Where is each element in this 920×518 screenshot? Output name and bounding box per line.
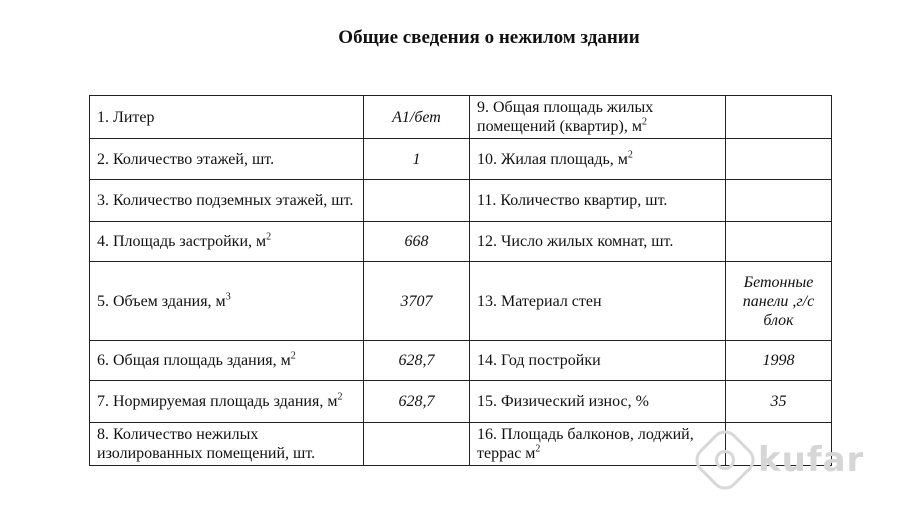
cell-label: 3. Количество подземных этажей, шт.	[97, 192, 354, 209]
left-value-cell	[364, 341, 470, 381]
left-label-cell	[90, 341, 364, 381]
right-label-cell	[470, 423, 726, 466]
unit-superscript: 3	[225, 291, 231, 303]
cell-label: 13. Материал стен	[477, 292, 602, 310]
left-label-cell	[90, 96, 364, 139]
building-info-table	[89, 95, 832, 466]
table-row	[90, 180, 832, 222]
watermark-text: kufar	[758, 440, 865, 480]
left-value-cell	[364, 180, 470, 222]
left-label-cell	[90, 139, 364, 180]
cell-label: 6. Общая площадь здания, м	[97, 352, 291, 369]
right-label-cell	[470, 262, 726, 341]
cell-label: 11. Количество квартир, шт.	[477, 192, 668, 209]
cell-value: 668	[404, 233, 429, 250]
cell-value: Бетонные панели ,г/с блок	[742, 273, 815, 329]
right-value-cell	[726, 180, 832, 222]
right-value-cell	[726, 96, 832, 139]
unit-superscript: 2	[627, 149, 633, 161]
unit-superscript: 2	[535, 443, 541, 455]
right-label-cell	[470, 341, 726, 381]
cell-label: 1. Литер	[97, 108, 155, 126]
table-row	[90, 96, 832, 139]
left-value-cell	[364, 222, 470, 262]
left-value-cell	[364, 262, 470, 341]
kufar-watermark	[700, 432, 900, 488]
right-label-cell	[470, 96, 726, 139]
unit-superscript: 2	[290, 350, 296, 362]
cell-value: 628,7	[398, 352, 435, 369]
right-value-cell	[726, 381, 832, 423]
cell-label: 2. Количество этажей, шт.	[97, 150, 275, 168]
cell-label: 8. Количество нежилых изолированных помещений, шт.	[97, 426, 316, 462]
left-value-cell	[364, 96, 470, 139]
cell-label: 5. Объем здания, м	[97, 292, 226, 310]
table-row	[90, 222, 832, 262]
left-value-cell	[364, 139, 470, 180]
left-value-cell	[364, 423, 470, 466]
right-value-cell	[726, 262, 832, 341]
unit-superscript: 2	[337, 391, 343, 403]
left-label-cell	[90, 381, 364, 423]
cell-label: 9. Общая площадь жилых помещений (квартир), м	[477, 99, 654, 135]
document-title: Общие сведения о нежилом здании	[338, 27, 640, 48]
cell-label: 12. Число жилых комнат, шт.	[477, 233, 674, 250]
left-label-cell	[90, 222, 364, 262]
left-label-cell	[90, 423, 364, 466]
table-row	[90, 341, 832, 381]
right-value-cell	[726, 139, 832, 180]
cell-value: 3707	[400, 292, 433, 310]
table-row	[90, 381, 832, 423]
cell-value: 35	[770, 393, 787, 410]
left-label-cell	[90, 262, 364, 341]
cell-label: 14. Год постройки	[477, 352, 601, 369]
cell-label: 7. Нормируемая площадь здания, м	[97, 393, 338, 410]
right-label-cell	[470, 180, 726, 222]
right-value-cell	[726, 341, 832, 381]
kufar-logo-icon	[690, 425, 761, 496]
unit-superscript: 2	[641, 116, 647, 128]
right-label-cell	[470, 381, 726, 423]
cell-label: 4. Площадь застройки, м	[97, 233, 267, 250]
right-label-cell	[470, 139, 726, 180]
right-label-cell	[470, 222, 726, 262]
cell-value: 1998	[762, 352, 795, 369]
cell-value: А1/бет	[392, 108, 441, 126]
cell-value: 628,7	[398, 393, 435, 410]
left-value-cell	[364, 381, 470, 423]
cell-label: 16. Площадь балконов, лоджий, террас м	[477, 426, 694, 462]
table-row	[90, 139, 832, 180]
cell-label: 10. Жилая площадь, м	[477, 150, 628, 168]
right-value-cell	[726, 222, 832, 262]
unit-superscript: 2	[266, 231, 272, 243]
table-row	[90, 262, 832, 341]
cell-label: 15. Физический износ, %	[477, 393, 649, 410]
left-label-cell	[90, 180, 364, 222]
cell-value: 1	[412, 150, 421, 168]
